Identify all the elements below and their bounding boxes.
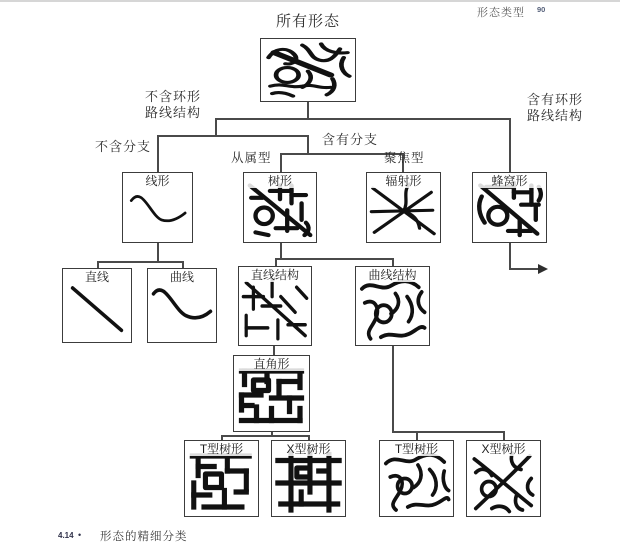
node-label: 线形 xyxy=(123,174,192,188)
tree-connector xyxy=(275,258,393,260)
curved-line-pattern-art xyxy=(148,269,216,342)
node-all-forms xyxy=(260,38,356,102)
node-label: 直角形 xyxy=(234,357,309,371)
node-label: 直线 xyxy=(63,270,131,284)
tree-connector xyxy=(416,431,418,440)
node-label: 曲线 xyxy=(148,270,216,284)
node-x-tree-organic xyxy=(466,440,541,517)
tree-connector xyxy=(392,346,394,432)
tree-connector xyxy=(215,118,217,135)
tree-connector xyxy=(307,135,309,153)
t-tree-grid-pattern-art xyxy=(185,441,258,516)
straight-line-pattern-art xyxy=(63,269,131,342)
node-label: 曲线结构 xyxy=(356,268,429,282)
tree-connector xyxy=(182,261,184,268)
t-tree-organic-pattern-art xyxy=(380,441,453,516)
tree-connector xyxy=(97,261,99,268)
tree-connector xyxy=(509,118,511,172)
node-label: 直线结构 xyxy=(239,268,311,282)
linear-pattern-art xyxy=(123,173,192,242)
branch-label-has-branch: 含有分支 xyxy=(322,132,379,147)
tree-connector xyxy=(275,258,277,266)
tree-connector xyxy=(509,268,539,270)
x-tree-grid-pattern-art xyxy=(272,441,345,516)
tree-connector xyxy=(280,243,282,258)
node-linear xyxy=(122,172,193,243)
node-honeycomb xyxy=(472,172,547,243)
node-tree-form xyxy=(243,172,317,243)
radial-pattern-art xyxy=(367,173,440,242)
node-right-angle xyxy=(233,355,310,432)
node-x-tree-grid xyxy=(271,440,346,517)
page-number: 90 xyxy=(537,5,546,14)
branch-label-no-ring xyxy=(145,89,201,121)
branch-label-line: 不含环形 xyxy=(145,89,202,104)
node-label: 树形 xyxy=(244,174,316,188)
tree-connector xyxy=(392,258,394,266)
continuation-arrow-icon xyxy=(538,264,548,274)
tree-connector xyxy=(273,346,275,355)
node-label: T型树形 xyxy=(380,442,453,456)
root-node-title: 所有形态 xyxy=(275,13,340,30)
node-label: 辐射形 xyxy=(367,174,440,188)
figure-caption-title: 形态的精细分类 xyxy=(100,531,188,543)
tree-connector xyxy=(157,243,159,261)
node-t-tree-grid xyxy=(184,440,259,517)
node-t-tree-organic xyxy=(379,440,454,517)
figure-caption-number: 4.14 xyxy=(58,531,74,540)
node-label: 蜂窝形 xyxy=(473,174,546,188)
node-straight-structure xyxy=(238,266,312,346)
running-header-title: 形态类型 xyxy=(477,7,525,19)
tree-connector xyxy=(280,153,282,172)
tree-connector xyxy=(157,135,308,137)
honeycomb-pattern-art xyxy=(473,173,546,242)
node-label: T型树形 xyxy=(185,442,258,456)
figure-caption-bullet: • xyxy=(78,530,82,540)
tree-form-pattern-art xyxy=(244,173,316,242)
straight-structure-pattern-art xyxy=(239,267,311,345)
tree-connector xyxy=(509,243,511,269)
x-tree-organic-pattern-art xyxy=(467,441,540,516)
tree-connector xyxy=(392,431,504,433)
node-straight-line xyxy=(62,268,132,343)
tree-connector xyxy=(97,261,183,263)
tree-connector xyxy=(503,431,505,440)
node-curved-structure xyxy=(355,266,430,346)
branch-label-has-ring xyxy=(527,92,583,124)
tree-connector xyxy=(307,102,309,118)
tree-connector xyxy=(221,435,309,437)
node-label: X型树形 xyxy=(467,442,540,456)
branch-label-subordinate: 从属型 xyxy=(231,151,272,165)
branch-label-line: 含有环形 xyxy=(527,92,584,107)
all-forms-pattern-art xyxy=(261,39,355,101)
branch-label-focused: 聚焦型 xyxy=(384,151,425,165)
curved-structure-pattern-art xyxy=(356,267,429,345)
branch-label-line: 路线结构 xyxy=(527,108,584,123)
tree-connector xyxy=(215,118,510,120)
branch-label-no-branch: 不含分支 xyxy=(95,139,152,154)
branch-label-line: 路线结构 xyxy=(145,105,202,120)
node-radial xyxy=(366,172,441,243)
node-curved-line xyxy=(147,268,217,343)
node-label: X型树形 xyxy=(272,442,345,456)
tree-connector xyxy=(157,135,159,172)
right-angle-pattern-art xyxy=(234,356,309,431)
